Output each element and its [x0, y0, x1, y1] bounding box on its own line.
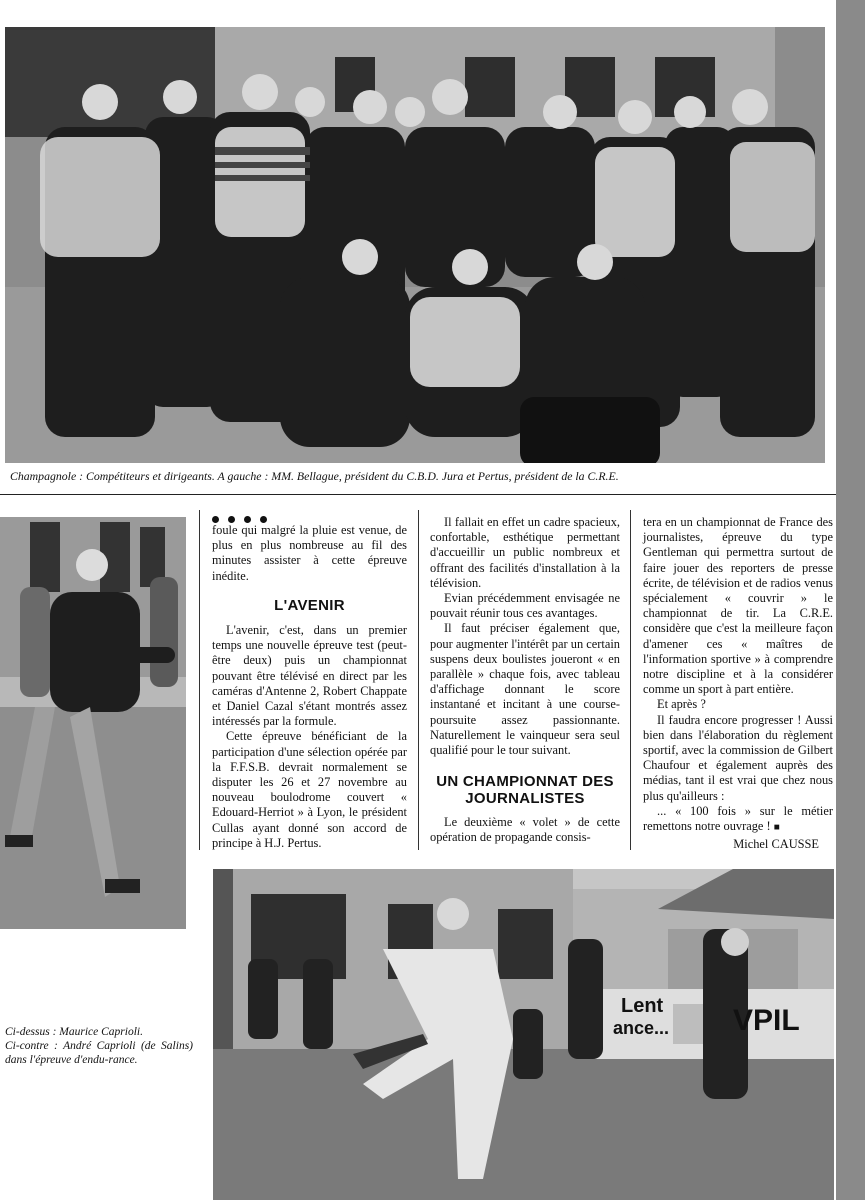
banner-text-ance: ance...: [613, 1018, 670, 1038]
author-signature: Michel CAUSSE: [733, 837, 819, 852]
left-caption-2: Ci-contre : André Caprioli (de Salins) dans l'épreuve d'endu-rance.: [5, 1040, 193, 1066]
col2-paragraph-3: Il faut préciser également que, pour augmenter l'intérêt par un certain suspens deux boulistes joueront « en parallèle » chaque fois, avec tableau d'affichage donnant le score instantané et incitant à une course-poursuite assez passionnante. Naturellement le vainqueur sera seul qualifié pour le tour suivant.: [430, 621, 620, 758]
column-rule-3: [630, 510, 631, 850]
banner-text-vpil: VPIL: [733, 1004, 800, 1037]
article-column-2: [430, 515, 620, 846]
col3-paragraph-4: [643, 804, 833, 835]
heading-championnat: UN CHAMPIONNAT DES JOURNALISTES: [436, 773, 614, 808]
col2-paragraph-2: Evian précédemment envisagée ne pouvait réunir tous ces avantages.: [430, 591, 620, 621]
section-dots: [212, 512, 407, 522]
closing-line: ... « 100 fois » sur le métier remettons notre ouvrage !: [643, 803, 833, 834]
article-column-1: [212, 512, 407, 851]
col2-paragraph-1: Il fallait en effet un cadre spacieux, confortable, esthétique permettant d'accueillir un public nombreux et offrant des facilités d'installation à la télévision.: [430, 515, 620, 590]
col1-paragraph-2: Cette épreuve bénéficiant de la participation d'une sélection opérée par la F.F.S.B. devrait normalement se disputer les 26 et 27 novembre au nouveau boulodrome couvert « Edouard-Herriot » à Lyon, le président Cullas ayant donné son accord de principe à H.J. Pertus.: [212, 729, 407, 850]
col3-paragraph-3: Il faudra encore progresser ! Aussi bien dans l'élaboration du règlement sportif, avec la commission de Gilbert Chaufour et également auprès des médias, tant il est vrai que chez nous plus qu'ailleurs :: [643, 712, 833, 803]
heading-avenir: L'AVENIR: [274, 596, 345, 614]
maurice-caprioli-photo: [0, 517, 186, 929]
col2-paragraph-4: Le deuxième « volet » de cette opération de propagande consis-: [430, 815, 620, 845]
caption-rule: [0, 494, 836, 495]
group-photo-caption: Champagnole : Compétiteurs et dirigeants. A gauche : MM. Bellague, président du C.B.D. Jura et Pertus, président de la C.R.E.: [10, 469, 619, 483]
banner-text-lent: Lent: [621, 995, 664, 1017]
lead-paragraph: foule qui malgré la pluie est venue, de plus en plus nombreuse au fil des minutes assister à cette épreuve inédite.: [212, 523, 407, 583]
scan-border-right: [836, 0, 865, 1200]
col3-paragraph-2: Et après ?: [657, 697, 706, 712]
group-photo: [5, 27, 825, 463]
left-caption-1: Ci-dessus : Maurice Caprioli.: [5, 1026, 143, 1038]
column-rule-1: [199, 510, 200, 850]
andre-caprioli-photo: [213, 869, 834, 1200]
article-column-3: [643, 515, 833, 852]
end-mark: ■: [773, 822, 780, 834]
col3-paragraph-1: tera en un championnat de France des journalistes, épreuve du type Gentleman qui permettra surtout de faire jouer des reporters de presse écrite, de télévision et de radios venus spécialement « couvrir » le championnat de tir. La C.R.E. considère que c'est la meilleure façon d'amener ces « maîtres de l'information sportive » à comprendre notre discipline et à la considérer comme un sport à part entière.: [643, 515, 833, 697]
column-rule-2: [418, 510, 419, 850]
col1-paragraph-1: L'avenir, c'est, dans un premier temps une nouvelle épreuve test (peut-être deux) puis un championnat pouvant être télévisé en direct par les caméras d'Antenne 2, Robert Chappate et Daniel Cazal s'étant montrés assez intéressés par la formule.: [212, 623, 407, 729]
